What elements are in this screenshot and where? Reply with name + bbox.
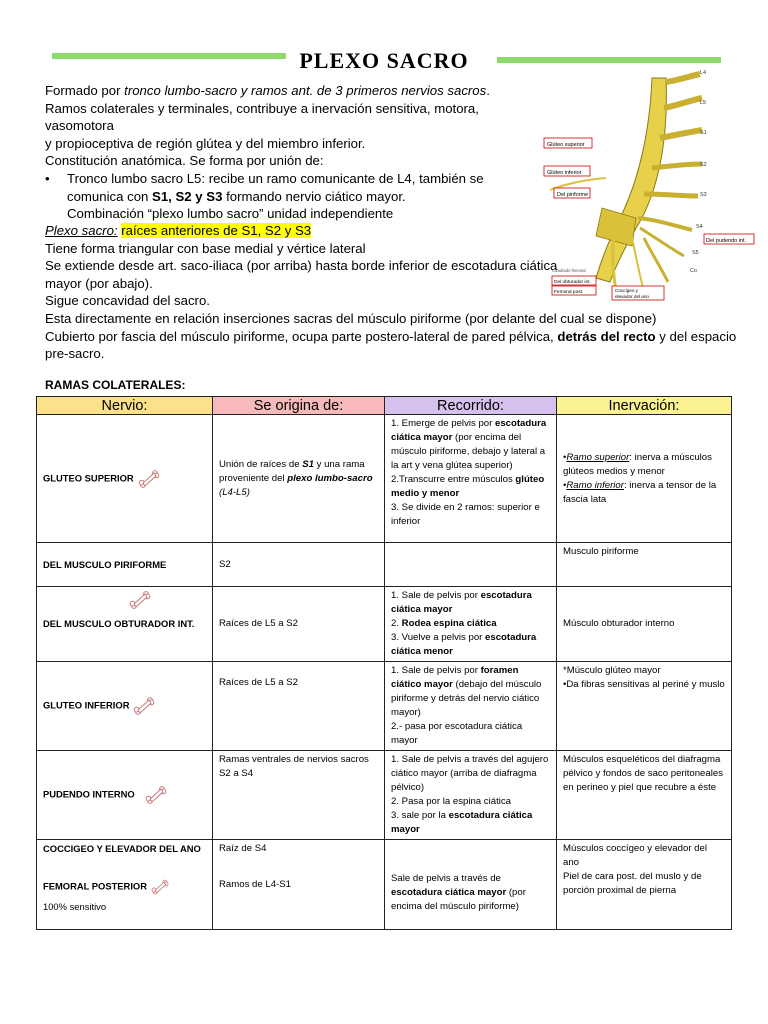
plexo-section [45,222,755,363]
bone-icon [129,589,151,611]
table-header-row [37,397,732,415]
figure-label: Glúteo superior [547,142,585,148]
intro-line-2: Ramos colaterales y terminales, contribuye a inervación sensitiva, motora, vasomotora [45,100,479,134]
nerve-route: Sale de pelvis a través de escotadura ciática mayor (por encima del músculo piriforme) [385,840,557,930]
figure-label: Del piriforme [557,192,589,198]
intro-line-4: Constitución anatómica. Se forma por unión de: [45,153,324,169]
figure-root-label: L5 [700,100,707,106]
ramas-table [36,396,732,930]
plexo-line-3: Se extiende desde art. saco-iliaca (por arriba) hasta borde inferior de escotadura ciática [45,258,558,274]
bullet-item [45,170,545,223]
plexo-line-8: pre-sacro. [45,346,105,362]
header-recorrido: Recorrido: [385,397,557,415]
nerve-innervation: Músculo obturador interno [557,587,732,662]
figure-label: Femoral post. [554,290,584,295]
plexo-line-1: Plexo sacro: raíces anteriores de S1, S2 y S3 [45,223,312,238]
figure-root-label: S2 [700,162,707,168]
nerve-route: 1. Emerge de pelvis por escotadura ciática mayor (por encima del músculo piriforme, debajo y lateral a la art y vena glútea superior) 2.Transcurre entre músculos glúteo medio y menor 3. Se divide en 2 ramos: superior e inferior [385,415,557,543]
table-row [37,662,732,751]
bullet-dot-icon: • [45,170,50,186]
table-row [37,751,732,840]
figure-label: Glúteo inferior [547,170,582,176]
ramas-title: RAMAS COLATERALES: [45,378,186,392]
nerve-route: 1. Sale de pelvis a través del agujero ciático mayor (arriba de diafragma pélvico) 2. Pasa por la espina ciática 3. sale por la escotadura ciática mayor [385,751,557,840]
nerve-name: GLUTEO SUPERIOR [37,415,213,543]
nerve-name: DEL MUSCULO PIRIFORME [37,543,213,587]
plexo-line-4: mayor (por abajo). [45,275,153,291]
intro-line-3: y propioceptiva de región glútea y del miembro inferior. [45,135,366,151]
header-nervio: Nervio: [37,397,213,415]
nerve-origin: Raíz de S4 Ramos de L4-S1 [213,840,385,930]
intro-section [45,82,545,223]
nerve-innervation: Musculo piriforme [557,543,732,587]
figure-label: Cuadrado femoral [552,268,586,273]
nerve-name: DEL MUSCULO OBTURADOR INT. [37,587,213,662]
plexo-line-2: Tiene forma triangular con base medial y vértice lateral [45,240,366,256]
header-origen: Se origina de: [213,397,385,415]
nerve-innervation: Músculos coccígeo y elevador del ano Piel de cara post. del muslo y de porción proximal de pierna [557,840,732,930]
figure-root-label: L4 [700,70,707,76]
bullet-line-1: Tronco lumbo sacro L5: recibe un ramo comunicante de L4, también se [67,170,484,186]
table-row [37,543,732,587]
plexo-highlight: raíces anteriores de S1, S2 y S3 [121,223,312,238]
figure-label: Del obturador int. [554,280,591,285]
nerve-route [385,543,557,587]
nerve-innervation: •Ramo superior: inerva a músculos glúteos medios y menor •Ramo inferior: inerva a tensor de la fascia lata [557,415,732,543]
nerve-name: GLUTEO INFERIOR [37,662,213,751]
table-row [37,415,732,543]
bone-icon [145,784,167,806]
figure-label: elevador del ano [615,294,649,299]
figure-label: Coccígeo y [615,288,638,293]
table-row [37,587,732,662]
nerve-name: PUDENDO INTERNO [37,751,213,840]
bullet-line-2: comunica con S1, S2 y S3 formando nervio ciático mayor. [67,188,406,204]
plexo-line-6: Esta directamente en relación inserciones sacras del músculo piriforme (por delante del cual se dispone) [45,310,657,326]
bone-icon [138,468,160,490]
figure-root-label: S1 [700,130,707,136]
table-row [37,840,732,930]
figure-root-label: S5 [692,250,699,256]
nerve-innervation: *Músculo glúteo mayor •Da fibras sensitivas al periné y muslo [557,662,732,751]
plexo-line-7: Cubierto por fascia del músculo piriforme, ocupa parte postero-lateral de pared pélvica, detrás del recto y del espacio [45,328,737,344]
intro-line-1: Formado por tronco lumbo-sacro y ramos ant. de 3 primeros nervios sacros. [45,83,490,98]
plexo-line-5: Sigue concavidad del sacro. [45,293,210,309]
nerve-origin: Unión de raíces de S1 y una rama proveniente del plexo lumbo-sacro (L4-L5) [213,415,385,543]
bone-icon [133,695,155,717]
header-inervacion: Inervación: [557,397,732,415]
figure-root-label: S3 [700,192,707,198]
figure-label: Del pudendo int. [706,238,747,244]
nerve-route: 1. Sale de pelvis por escotadura ciática mayor 2. Rodea espina ciática 3. Vuelve a pelvis por escotadura ciática menor [385,587,557,662]
figure-root-label: Co [690,268,698,274]
figure-root-label: S4 [696,224,703,230]
nerve-origin: Ramas ventrales de nervios sacros S2 a S4 [213,751,385,840]
nerve-innervation: Músculos esqueléticos del diafragma pélvico y fondos de saco peritoneales en perineo y piel que recubre a éste [557,751,732,840]
page-title: PLEXO SACRO [299,48,469,73]
nerve-route: 1. Sale de pelvis por foramen ciático mayor (debajo del músculo piriforme y detrás del nervio ciático mayor) 2.- pasa por escotadura ciática mayor [385,662,557,751]
bone-icon [151,878,169,896]
nerve-origin: Raíces de L5 a S2 [213,587,385,662]
bullet-line-3: Combinación “plexo lumbo sacro” unidad independiente [67,206,394,222]
nerve-origin: Raíces de L5 a S2 [213,662,385,751]
nerve-origin: S2 [213,543,385,587]
nerve-name: COCCIGEO Y ELEVADOR DEL ANO FEMORAL POSTERIOR 100% sensitivo [37,840,213,930]
